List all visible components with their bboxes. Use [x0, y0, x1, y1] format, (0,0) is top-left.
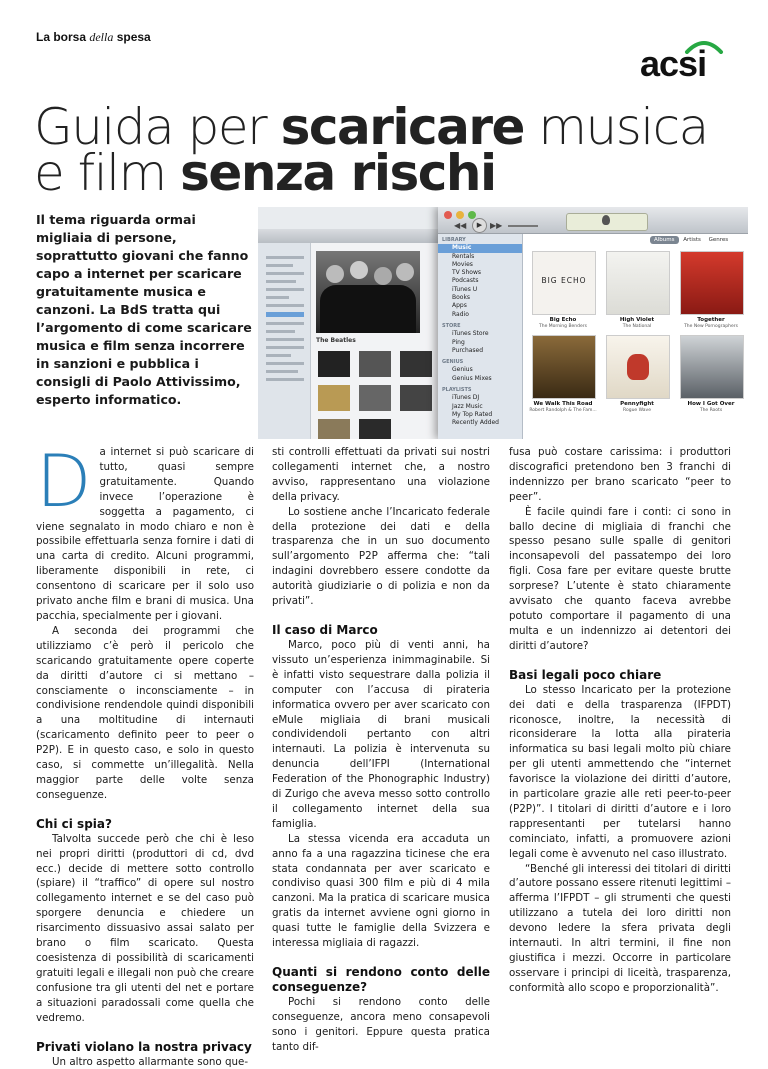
sidebar-item-itunes-u[interactable]: iTunes U [452, 285, 478, 293]
section-heading: Chi ci spia? [36, 816, 112, 831]
paragraph: “Benché gli interessi dei titolari di diritti d’autore possano essere ritenuti legittimi – afferma l’IFPDT – gli strumenti che questi utilizzano a tutela dei loro diritti non devono ledere la sfera privata degli internauti. In altri termini, il fine non giustifica i mezzi. Occorre in particolare osservare i principi di liceità, trasparenza, conformità allo scopo e proporzionalità”. [509, 862, 731, 994]
album-artist: The New Pornographers [684, 324, 738, 329]
paragraph: Marco, poco più di venti anni, ha vissuto un’esperienza inimmaginabile. Si è infatti visto sequestrare dalla polizia il computer con l’accusa di pirateria informatica ovvero per aver scaricato con eMule migliaia di brani musicali condividendoli pertanto con altri internauti. La polizia è intervenuta su denuncia dell’IFPI (International Federation of the Phonographic Industry) di Zurigo che aveva messo sotto controllo il collegamento internet della sua famiglia. [272, 638, 490, 830]
section-heading: Il caso di Marco [272, 622, 378, 637]
paragraph: La stessa vicenda era accaduta un anno fa a una ragazzina ticinese che era stata condannata per aver scaricato e condiviso quasi 300 film e più di 4 mila canzoni. Ma la pratica di scaricare musica gratis da internet avviene ogni giorno in quasi tutte le famiglie della Svizzera e interessa migliaia di ragazzi. [272, 832, 490, 950]
tab-genres[interactable]: Genres [708, 237, 729, 243]
album-artist: The Morning Benders [539, 324, 587, 329]
play-button[interactable]: ▶ [472, 218, 487, 233]
sidebar-item-podcasts[interactable]: Podcasts [452, 277, 479, 285]
album-cover-big-echo[interactable] [532, 251, 596, 315]
tab-artists[interactable]: Artists [683, 237, 701, 243]
album-title: We Walk This Road [533, 401, 593, 407]
sidebar-item-tv-shows[interactable]: TV Shows [452, 269, 481, 277]
logo-text: acsi [640, 43, 707, 84]
sidebar-item-purchased[interactable]: Purchased [452, 346, 484, 354]
front-window [438, 207, 748, 439]
album-artist: Rogue Wave [623, 408, 651, 413]
album-artist: Robert Randolph & The Fam... [529, 408, 597, 413]
sidebar-item-recently-added[interactable]: Recently Added [452, 419, 499, 427]
sidebar-item-books[interactable]: Books [452, 294, 471, 302]
apple-icon [602, 215, 610, 225]
sidebar-item-movies[interactable]: Movies [452, 260, 473, 268]
paragraph: a internet si può scaricare di tutto, quasi sempre gratuitamente. Quando invece l’operazione è soggetta a pagamento, ci viene segnalato in modo chiaro e non è possibile effettuarla senza fornire i dati di una carta di credito. Alcuni programmi, liberamente disponibili in rete, ci consentono di scaricare per il solo uso privato anche film e brani di musica. Una pacchia, specialmente per i giovani. [36, 446, 254, 622]
section-heading: Quanti si rendono conto delle conseguenze? [272, 965, 490, 994]
section-name-italic: della [89, 30, 114, 44]
section-header [36, 30, 151, 45]
paragraph: fusa può costare carissima: i produttori discografici pretendono ben 3 franchi di indennizzo per brano scaricato “peer to peer”. [509, 446, 731, 503]
album-title: Together [697, 317, 725, 323]
genius-heading: GENIUS [442, 359, 464, 366]
sidebar-item-jazz-music[interactable]: Jazz Music [452, 402, 483, 410]
text-column-2 [272, 445, 490, 1055]
text-column-3 [509, 445, 731, 996]
section-heading: Basi legali poco chiare [509, 667, 662, 682]
sidebar-item-apps[interactable]: Apps [452, 302, 467, 310]
sidebar-item-music[interactable]: Music [438, 244, 522, 252]
album-cover-text: BIG ECHO [541, 276, 587, 285]
album-title: Big Echo [549, 317, 577, 323]
sidebar-item-genius[interactable]: Genius [452, 366, 473, 374]
lead-paragraph: Il tema riguarda ormai migliaia di persone, soprattutto giovani che fanno capo a internet per scaricare gratuitamente musica e canzoni. La BdS tratta qui l’argomento di come scaricare musica e film senza incorrere in sanzioni e pubblica i consigli di Paolo Attivissimo, esperto informatico. [36, 212, 252, 407]
sidebar-item-itunes-dj[interactable]: iTunes DJ [452, 394, 480, 402]
sidebar-item-my-top-rated[interactable]: My Top Rated [452, 410, 493, 418]
paragraph: A seconda dei programmi che utilizziamo c’è però il pericolo che scaricando gratuitamente opere coperte da diritti d’autore ci si mettano – consciamente o inconsciamente – in condivisione rendendole quindi disponibili a una moltitudine di internauti (scaricamento definito peer to peer o P2P). E in questo caso, e solo in questo caso, si commette un’illegalità. Nella maggior parte delle volte senza conseguenze. [36, 624, 254, 801]
album-cover-we-walk-this-road[interactable] [532, 335, 596, 399]
acsi-logo [640, 38, 732, 84]
album-grid [526, 247, 748, 439]
minimize-window-icon[interactable] [456, 211, 464, 219]
paragraph: Pochi si rendono conto delle conseguenze, ancora meno consapevoli sono i genitori. Eppure questa pratica tanto dif- [272, 996, 490, 1053]
titlebar [438, 207, 748, 234]
sidebar [438, 234, 523, 439]
volume-slider[interactable] [508, 225, 538, 227]
zoom-window-icon[interactable] [468, 211, 476, 219]
itunes-screenshot [258, 207, 748, 439]
forward-button[interactable]: ▶▶ [490, 221, 503, 230]
paragraph: È facile quindi fare i conti: ci sono in ballo decine di migliaia di franchi che spesso pesano sulle spalle di genitori inconsapevoli del passatempo dei loro figli. Cosa fare per evitare queste brutte sorprese? L’utente è stato chiaramente avvisato che quanto faceva avrebbe potuto comportare il pagamento di una multa e un indennizzo ai detentori dei diritti d’autore? [509, 505, 731, 652]
album-title: Pennyfight [620, 401, 654, 407]
beatles-photo [316, 251, 420, 333]
back-sidebar-lines [266, 251, 304, 386]
page-title: Guida per scaricare musica e film senza rischi [34, 98, 708, 202]
section-name: La borsa [36, 30, 87, 44]
sidebar-item-genius-mixes[interactable]: Genius Mixes [452, 374, 492, 382]
album-cover-high-violet[interactable] [606, 251, 670, 315]
album-cover-how-i-got-over[interactable] [680, 335, 744, 399]
album-cover-together[interactable] [680, 251, 744, 315]
paragraph: Un altro aspetto allarmante sono que- [52, 1055, 249, 1068]
paragraph: Talvolta succede però che chi è leso nei propri diritti (produttori di cd, dvd ecc.) decide di mettere sotto controllo (spiare) il “traffico” di opere sul nostro collegamento internet e se del caso può sporgere denuncia e chiedere un risarcimento dissuasivo assai salato per brano o film scaricato. Questa coesistenza di possibilità di scaricamenti gratuiti legali e illegali non può che creare confusione tra gli utenti del net e portare a situazioni paradossali come quella che vedremo. [36, 832, 254, 1024]
tab-albums[interactable]: Albums [650, 236, 679, 244]
album-artist: The National [622, 324, 652, 329]
section-name-end: spesa [116, 30, 151, 44]
paragraph: sti controlli effettuati da privati sui nostri collegamenti internet che, a nostro avviso, rappresentano una violazione della privacy. [272, 446, 490, 503]
sidebar-item-itunes-store[interactable]: iTunes Store [452, 330, 489, 338]
section-heading: Privati violano la nostra privacy [36, 1039, 252, 1054]
album-artist: The Roots [699, 408, 723, 413]
sidebar-item-ping[interactable]: Ping [452, 338, 465, 346]
playlists-heading: PLAYLISTS [442, 387, 472, 394]
album-title: How I Got Over [687, 401, 735, 407]
text-column-1 [36, 439, 254, 1069]
store-heading: STORE [442, 322, 461, 329]
rewind-button[interactable]: ◀◀ [454, 221, 467, 230]
close-window-icon[interactable] [444, 211, 452, 219]
sidebar-item-radio[interactable]: Radio [452, 310, 469, 318]
paragraph: Lo sostiene anche l’Incaricato federale della protezione dei dati e della trasparenza che in un suo documento sull’argomento P2P afferma che: “tali indagini dovrebbero essere condotte da autorità giudiziarie o di polizia e non da privati”. [272, 505, 490, 608]
dropcap: D [36, 439, 92, 523]
library-heading: LIBRARY [442, 237, 466, 243]
album-title: High Violet [619, 317, 655, 323]
paragraph: Lo stesso Incaricato per la protezione dei dati e della trasparenza (IFPDT) riconosce, inoltre, la necessità di riconsiderare la lotta alla pirateria informatica su basi legali molto più chiare per gli utenti ammettendo che “internet favorisce la violazione dei diritti d’autore, in particolare grazie alle reti peer-to-peer (P2P)”. I titolari di diritti d’autore e i loro rappresentanti per tutelarsi hanno cominciato, infatti, a promuovere azioni legali come è avvenuto nel caso illustrato. [509, 683, 731, 860]
beatles-label: The Beatles [316, 337, 356, 344]
view-tabs [650, 236, 731, 244]
sidebar-item-rentals[interactable]: Rentals [452, 252, 475, 260]
album-cover-pennyfight[interactable] [606, 335, 670, 399]
